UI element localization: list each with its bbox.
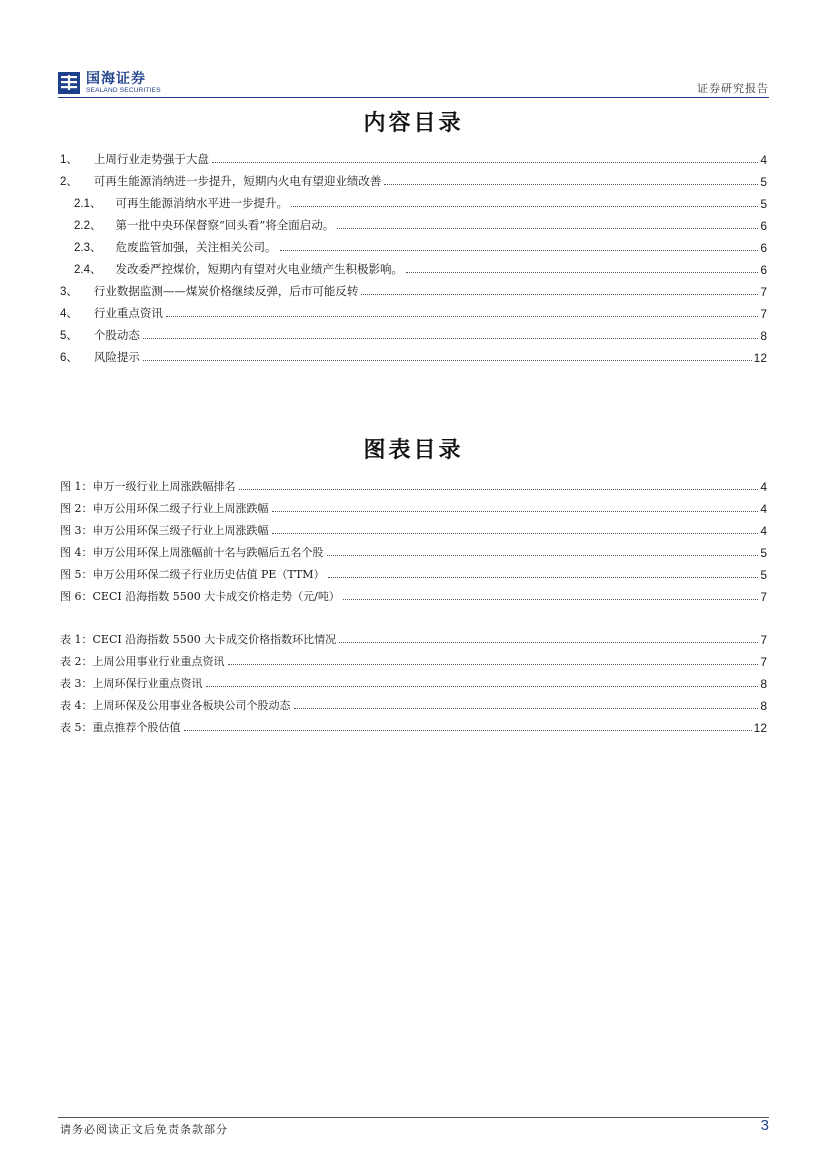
- figures-list: [60, 472, 767, 604]
- toc-subentry[interactable]: [60, 255, 767, 277]
- toc-entry-number: 2、: [60, 176, 78, 188]
- dot-leader: [339, 642, 758, 643]
- toc-entry-title: 上周行业走势强于大盘: [93, 152, 209, 166]
- dot-leader: [272, 533, 759, 534]
- toc-entry-page: 6: [760, 219, 767, 233]
- toc-entry-number: 4、: [60, 308, 78, 320]
- toc-entry[interactable]: [60, 167, 767, 189]
- dot-leader: [406, 272, 758, 273]
- table-entry-title: 表 2：上周公用事业行业重点资讯: [60, 655, 225, 668]
- figures-list-title: 图表目录: [363, 437, 464, 463]
- page-number: 3: [760, 1117, 769, 1134]
- dot-leader: [291, 206, 758, 207]
- toc-entry-title: 行业数据监测——煤炭价格继续反弹，后市可能反转: [93, 284, 359, 298]
- table-entry-title: 表 4：上周环保及公用事业各板块公司个股动态: [60, 699, 291, 712]
- toc-entry[interactable]: [60, 145, 767, 167]
- figure-entry[interactable]: [60, 494, 767, 516]
- report-type-label: 证券研究报告: [697, 82, 769, 95]
- toc-entry-page: 6: [760, 263, 767, 277]
- table-entry[interactable]: [60, 647, 767, 669]
- toc-subentry[interactable]: [60, 233, 767, 255]
- dot-leader: [212, 162, 758, 163]
- toc-subentry[interactable]: [60, 189, 767, 211]
- dot-leader: [143, 360, 752, 361]
- table-entry-title: 表 1：CECI 沿海指数 5500 大卡成交价格指数环比情况: [60, 633, 337, 646]
- table-entry-page: 8: [760, 699, 767, 713]
- toc-entry-title: 个股动态: [93, 328, 140, 342]
- figure-entry-title: 图 1：申万一级行业上周涨跌幅排名: [60, 480, 236, 493]
- toc-entry-page: 7: [760, 285, 767, 299]
- toc-entry[interactable]: [60, 277, 767, 299]
- figure-entry-page: 7: [760, 590, 767, 604]
- dot-leader: [206, 686, 759, 687]
- toc-entry-page: 8: [760, 329, 767, 343]
- table-entry-title: 表 5：重点推荐个股估值: [60, 721, 181, 734]
- table-entry[interactable]: [60, 669, 767, 691]
- sealand-logo-icon: [58, 72, 80, 94]
- dot-leader: [343, 599, 758, 600]
- figure-entry-page: 4: [760, 480, 767, 494]
- dot-leader: [328, 577, 759, 578]
- table-entry-page: 7: [760, 633, 767, 647]
- toc-entry-title: 风险提示: [93, 350, 140, 364]
- toc-entry[interactable]: [60, 343, 767, 365]
- header-divider: [58, 97, 769, 98]
- toc-entry-number: 6、: [60, 352, 78, 364]
- table-entry-page: 12: [753, 721, 767, 735]
- toc-entry[interactable]: [60, 299, 767, 321]
- toc-entry-page: 6: [760, 241, 767, 255]
- dot-leader: [272, 511, 759, 512]
- figure-entry-title: 图 5：申万公用环保二级子行业历史估值 PE（TTM）: [60, 568, 325, 581]
- dot-leader: [327, 555, 759, 556]
- dot-leader: [184, 730, 752, 731]
- dot-leader: [239, 489, 759, 490]
- toc-entry-title: 发改委严控煤价，短期内有望对火电业绩产生积极影响。: [115, 262, 403, 276]
- figure-entry-title: 图 2：申万公用环保二级子行业上周涨跌幅: [60, 502, 269, 515]
- table-entry-page: 8: [760, 677, 767, 691]
- dot-leader: [228, 664, 759, 665]
- toc-entry-page: 5: [760, 175, 767, 189]
- toc-subentry[interactable]: [60, 211, 767, 233]
- page-header: [58, 68, 769, 98]
- dot-leader: [294, 708, 759, 709]
- toc-entry-title: 可再生能源消纳水平进一步提升。: [115, 196, 288, 210]
- table-entry[interactable]: [60, 691, 767, 713]
- toc-entry-number: 1、: [60, 154, 78, 166]
- figure-entry-title: 图 3：申万公用环保三级子行业上周涨跌幅: [60, 524, 269, 537]
- table-entry-title: 表 3：上周环保行业重点资讯: [60, 677, 203, 690]
- table-entry[interactable]: [60, 625, 767, 647]
- toc-entry-number: 3、: [60, 286, 78, 298]
- disclaimer-note: 请务必阅读正文后免责条款部分: [60, 1123, 228, 1136]
- figure-entry[interactable]: [60, 582, 767, 604]
- table-entry-page: 7: [760, 655, 767, 669]
- figure-entry-title: 图 4：申万公用环保上周涨幅前十名与跌幅后五名个股: [60, 546, 324, 559]
- figure-entry-title: 图 6：CECI 沿海指数 5500 大卡成交价格走势（元/吨）: [60, 590, 340, 603]
- figure-entry-page: 4: [760, 524, 767, 538]
- tables-list: [60, 625, 767, 735]
- toc-entry-number: 2.4、: [74, 264, 102, 276]
- toc-entry-page: 4: [760, 153, 767, 167]
- toc-entry-number: 2.2、: [74, 220, 102, 232]
- dot-leader: [143, 338, 758, 339]
- figure-entry-page: 5: [760, 546, 767, 560]
- dot-leader: [337, 228, 758, 229]
- logo-name-cn: 国海证券: [86, 70, 146, 87]
- toc-title: 内容目录: [363, 110, 464, 136]
- toc-entry-number: 2.1、: [74, 198, 102, 210]
- toc-entry-title: 行业重点资讯: [93, 306, 163, 320]
- toc-entry-title: 可再生能源消纳进一步提升，短期内火电有望迎业绩改善: [93, 174, 382, 188]
- toc-entry-title: 第一批中央环保督察“回头看”将全面启动。: [115, 218, 335, 232]
- toc-entry-page: 7: [760, 307, 767, 321]
- toc-list: [60, 145, 767, 365]
- toc-entry-number: 2.3、: [74, 242, 102, 254]
- figure-entry[interactable]: [60, 472, 767, 494]
- dot-leader: [280, 250, 759, 251]
- company-logo: [58, 70, 161, 96]
- figure-entry-page: 4: [760, 502, 767, 516]
- figure-entry[interactable]: [60, 560, 767, 582]
- logo-name-en: SEALAND SECURITIES: [86, 86, 161, 94]
- dot-leader: [361, 294, 758, 295]
- footer-divider: [58, 1117, 769, 1118]
- dot-leader: [166, 316, 758, 317]
- toc-entry-page: 5: [760, 197, 767, 211]
- toc-entry-page: 12: [753, 351, 767, 365]
- toc-entry-title: 危废监管加强，关注相关公司。: [115, 240, 277, 254]
- figure-entry[interactable]: [60, 538, 767, 560]
- toc-entry[interactable]: [60, 321, 767, 343]
- dot-leader: [384, 184, 758, 185]
- figure-entry-page: 5: [760, 568, 767, 582]
- figure-entry[interactable]: [60, 516, 767, 538]
- table-entry[interactable]: [60, 713, 767, 735]
- toc-entry-number: 5、: [60, 330, 78, 342]
